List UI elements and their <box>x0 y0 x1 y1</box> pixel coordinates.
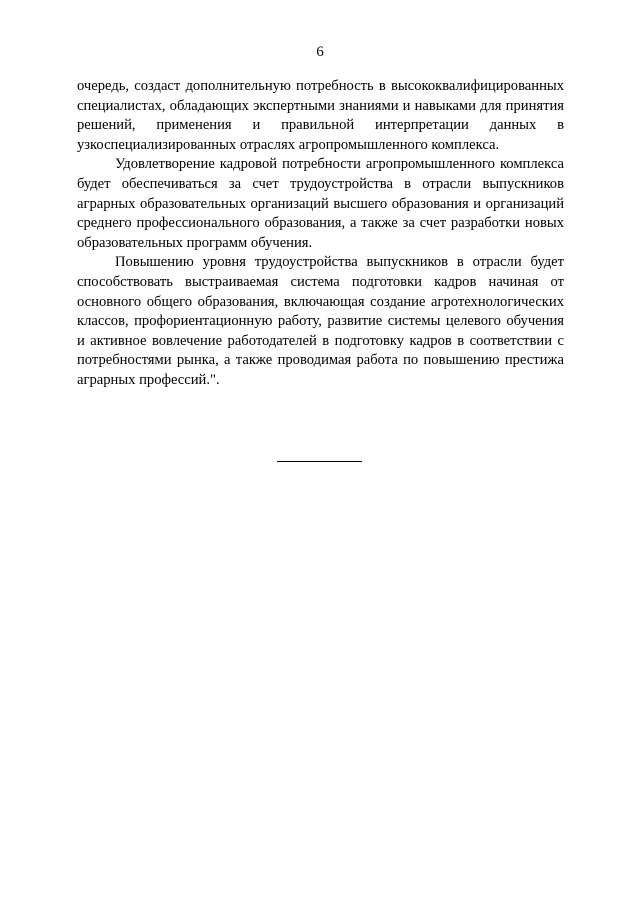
page-number: 6 <box>316 44 324 60</box>
paragraph-staffing-needs: Удовлетворение кадровой потребности агропромышленного комплекса будет обеспечиваться за счет трудоустройства в отрасли выпускников аграрных образовательных организаций высшего образования и организаций среднего профессионального образования, а также за счет разработки новых образовательных программ обучения. <box>77 156 564 251</box>
paragraph-employment-level: Повышению уровня трудоустройства выпускников в отрасли будет способствовать выстраиваемая система подготовки кадров начиная от основного общего образования, включающая создание агротехнологических классов, профориентационную работу, развитие системы целевого обучения и активное вовлечение работодателей в подготовку кадров в соответствии с потребностями рынка, а также проводимая работа по повышению престижа аграрных профессий.". <box>77 254 564 388</box>
paragraph-continuation: очередь, создаст дополнительную потребность в высококвалифицированных специалистах, обладающих экспертными знаниями и навыками для принятия решений, применения и правильной интерпретации данных в узкоспециализированных отраслях агропромышленного комплекса. <box>77 78 564 153</box>
end-of-text-rule <box>277 461 362 462</box>
document-body <box>77 77 564 391</box>
